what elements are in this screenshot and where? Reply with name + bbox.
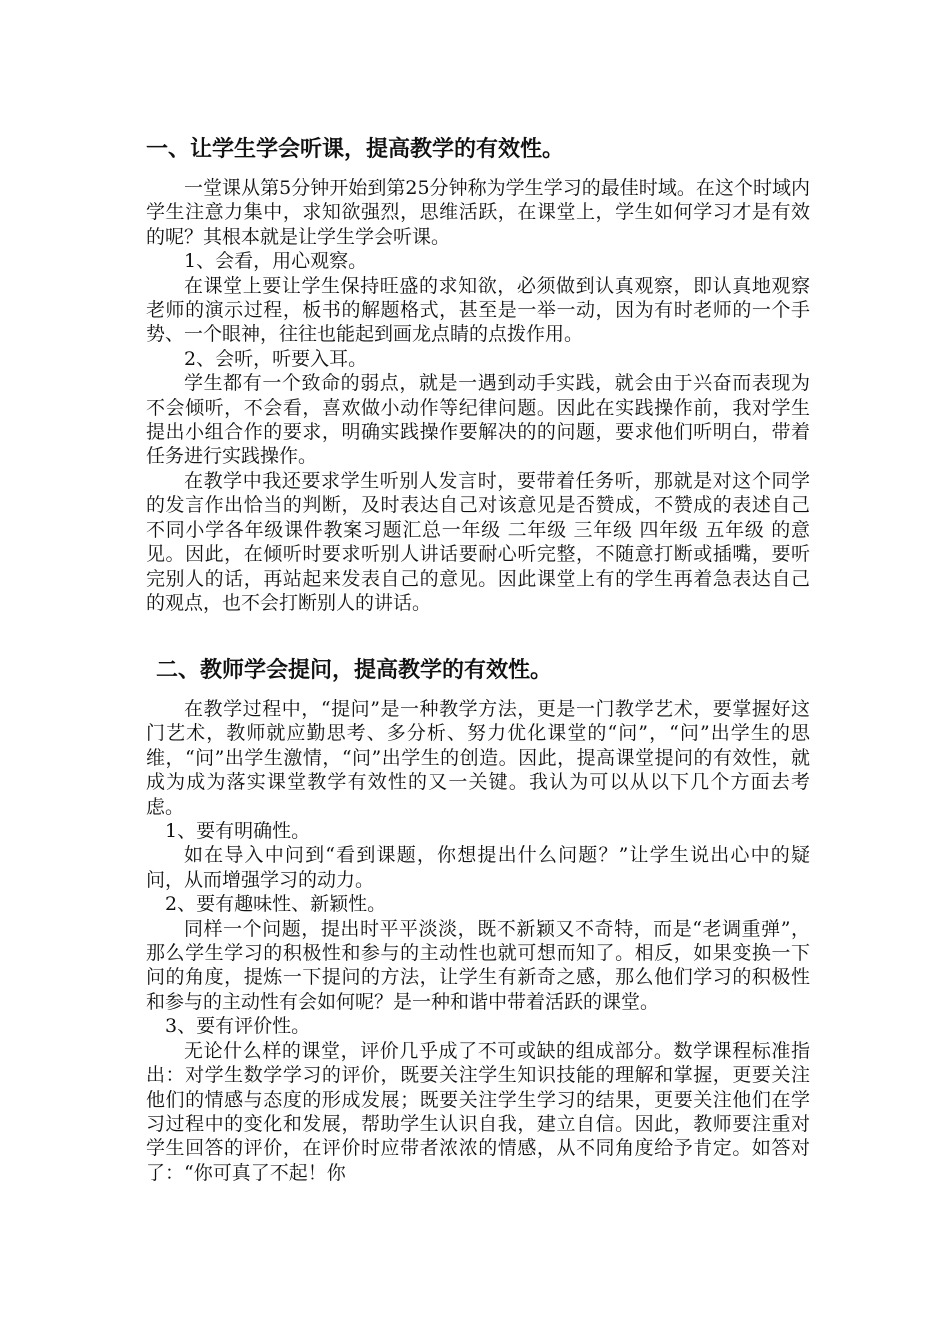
section-1-body (146, 176, 810, 615)
section-2-body (146, 697, 810, 1185)
list-item-heading: 2、要有趣味性、新颖性。 (165, 893, 387, 916)
paragraph: 在课堂上要让学生保持旺盛的求知欲，必须做到认真观察，即认真地观察老师的演示过程，板书的解题格式，甚至是一举一动，因为有时老师的一个手势、一个眼神，往往也能起到画龙点睛的点拨作用。 (146, 274, 810, 346)
paragraph: 无论什么样的课堂，评价几乎成了不可或缺的组成部分。数学课程标准指出：对学生数学学习的评价，既要关注学生知识技能的理解和掌握，更要关注他们的情感与态度的形成发展；既要关注学生学习的结果，更要关注他们在学习过程中的变化和发展，帮助学生认识自我，建立自信。因此，教师要注重对学生回答的评价，在评价时应带者浓浓的情感，从不同角度给予肯定。如答对了：“你可真了不起！你 (146, 1039, 810, 1184)
list-item-heading: 1、会看，用心观察。 (184, 250, 368, 273)
list-item-heading: 1、要有明确性。 (165, 820, 311, 843)
paragraph: 在教学过程中，“提问”是一种教学方法，更是一门教学艺术，要掌握好这门艺术，教师就应勤思考、多分析、努力优化课堂的“问”，“问”出学生的思维，“问”出学生激情，“问”出学生的创造。因此，提高课堂提问的有效性，就成为成为落实课堂教学有效性的又一关键。我认为可以从以下几个方面去考虑。 (146, 698, 810, 818)
list-item-heading: 2、会听，听要入耳。 (184, 347, 368, 370)
paragraph: 同样一个问题，提出时平平淡淡，既不新颖又不奇特，而是“老调重弹”，那么学生学习的积极性和参与的主动性也就可想而知了。相反，如果变换一下问的角度，提炼一下提问的方法，让学生有新奇之感，那么他们学习的积极性和参与的主动性有会如何呢？是一种和谐中带着活跃的课堂。 (146, 917, 810, 1013)
section-1-heading: 一、让学生学会听课，提高教学的有效性。 (146, 137, 565, 162)
paragraph: 如在导入中问到“看到课题，你想提出什么问题？”让学生说出心中的疑问，从而增强学习的动力。 (146, 844, 810, 891)
paragraph: 一堂课从第5分钟开始到第25分钟称为学生学习的最佳时域。在这个时域内学生注意力集中，求知欲强烈，思维活跃，在课堂上，学生如何学习才是有效的呢？其根本就是让学生学会听课。 (146, 177, 810, 248)
paragraph: 在教学中我还要求学生听别人发言时，要带着任务听，那就是对这个同学的发言作出恰当的判断，及时表达自己对该意见是否赞成，不赞成的表述自己不同小学各年级课件教案习题汇总一年级 二年级 三年级 四年级 五年级 的意见。因此，在倾听时要求听别人讲话要耐心听完整，不随意打断或插嘴，要听完别人的话，再站起来发表自己的意见。因此课堂上有的学生再着急表达自己的观点，也不会打断别人的讲话。 (146, 469, 810, 614)
paragraph: 学生都有一个致命的弱点，就是一遇到动手实践，就会由于兴奋而表现为不会倾听，不会看，喜欢做小动作等纪律问题。因此在实践操作前，我对学生提出小组合作的要求，明确实践操作要解决的的问题，要求他们听明白，带着任务进行实践操作。 (146, 372, 810, 468)
section-2-heading: 二、教师学会提问，提高教学的有效性。 (156, 658, 553, 683)
list-item-heading: 3、要有评价性。 (165, 1015, 311, 1038)
